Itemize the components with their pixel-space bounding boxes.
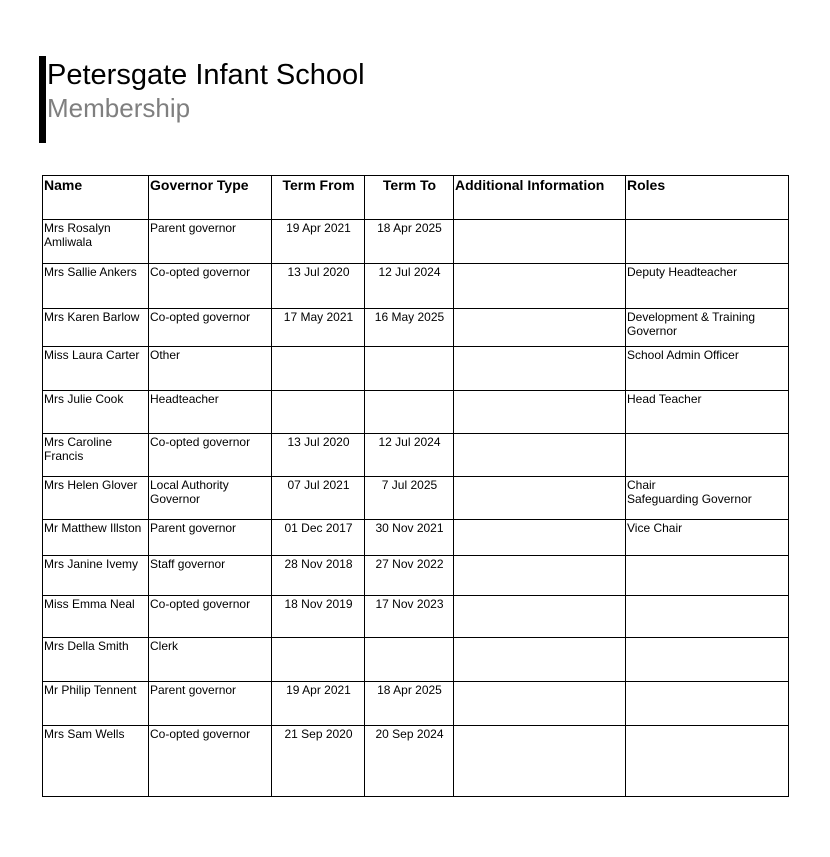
column-header-roles: Roles bbox=[626, 176, 789, 220]
column-header-name: Name bbox=[43, 176, 149, 220]
cell-additional-information bbox=[454, 309, 626, 347]
role-text: School Admin Officer bbox=[627, 348, 739, 362]
role-text: Vice Chair bbox=[627, 521, 683, 535]
cell-term-to bbox=[365, 391, 454, 434]
cell-term-from: 13 Jul 2020 bbox=[272, 434, 365, 477]
cell-term-from bbox=[272, 391, 365, 434]
role-text: Development & Training Governor bbox=[627, 310, 756, 338]
cell-term-from: 21 Sep 2020 bbox=[272, 726, 365, 797]
cell-term-from bbox=[272, 638, 365, 682]
cell-governor-type: Local Authority Governor bbox=[149, 477, 272, 520]
cell-name: Mrs Della Smith bbox=[43, 638, 149, 682]
table-row bbox=[43, 264, 789, 309]
cell-term-from: 07 Jul 2021 bbox=[272, 477, 365, 520]
table-row bbox=[43, 556, 789, 596]
cell-additional-information bbox=[454, 347, 626, 391]
cell-governor-type: Other bbox=[149, 347, 272, 391]
table-row bbox=[43, 220, 789, 264]
page-title: Petersgate Infant School bbox=[47, 59, 365, 91]
column-header-term-to: Term To bbox=[365, 176, 454, 220]
cell-additional-information bbox=[454, 264, 626, 309]
cell-governor-type: Parent governor bbox=[149, 520, 272, 556]
cell-additional-information bbox=[454, 596, 626, 638]
cell-additional-information bbox=[454, 220, 626, 264]
cell-name: Mrs Janine Ivemy bbox=[43, 556, 149, 596]
cell-governor-type: Clerk bbox=[149, 638, 272, 682]
cell-governor-type: Co-opted governor bbox=[149, 264, 272, 309]
cell-term-to: 12 Jul 2024 bbox=[365, 434, 454, 477]
cell-term-from: 18 Nov 2019 bbox=[272, 596, 365, 638]
cell-term-from: 28 Nov 2018 bbox=[272, 556, 365, 596]
cell-name: Mr Philip Tennent bbox=[43, 682, 149, 726]
cell-name: Mrs Sam Wells bbox=[43, 726, 149, 797]
column-header-term-from: Term From bbox=[272, 176, 365, 220]
cell-term-from: 19 Apr 2021 bbox=[272, 220, 365, 264]
cell-name: Mrs Karen Barlow bbox=[43, 309, 149, 347]
cell-term-to: 30 Nov 2021 bbox=[365, 520, 454, 556]
cell-roles bbox=[626, 556, 789, 596]
cell-governor-type: Parent governor bbox=[149, 682, 272, 726]
cell-name: Mrs Rosalyn Amliwala bbox=[43, 220, 149, 264]
cell-additional-information bbox=[454, 434, 626, 477]
cell-name: Mrs Helen Glover bbox=[43, 477, 149, 520]
role-text: Deputy Headteacher bbox=[627, 265, 738, 279]
cell-roles bbox=[626, 264, 789, 309]
cell-name: Mrs Caroline Francis bbox=[43, 434, 149, 477]
cell-term-to: 18 Apr 2025 bbox=[365, 682, 454, 726]
cell-roles bbox=[626, 638, 789, 682]
cell-roles bbox=[626, 309, 789, 347]
cell-term-from: 13 Jul 2020 bbox=[272, 264, 365, 309]
cell-roles bbox=[626, 220, 789, 264]
table-row bbox=[43, 309, 789, 347]
cell-additional-information bbox=[454, 682, 626, 726]
cell-term-to: 12 Jul 2024 bbox=[365, 264, 454, 309]
table-header-row bbox=[43, 176, 789, 220]
table-row bbox=[43, 520, 789, 556]
cell-roles bbox=[626, 477, 789, 520]
column-header-additional-information: Additional Information bbox=[454, 176, 626, 220]
cell-roles bbox=[626, 596, 789, 638]
cell-additional-information bbox=[454, 638, 626, 682]
table-row bbox=[43, 726, 789, 797]
role-text: Safeguarding Governor bbox=[627, 492, 752, 506]
cell-governor-type: Co-opted governor bbox=[149, 309, 272, 347]
cell-term-to bbox=[365, 638, 454, 682]
table-row bbox=[43, 682, 789, 726]
cell-additional-information bbox=[454, 726, 626, 797]
cell-term-from bbox=[272, 347, 365, 391]
cell-name: Miss Laura Carter bbox=[43, 347, 149, 391]
cell-governor-type: Co-opted governor bbox=[149, 434, 272, 477]
table-row bbox=[43, 391, 789, 434]
cell-term-to: 7 Jul 2025 bbox=[365, 477, 454, 520]
column-header-governor-type: Governor Type bbox=[149, 176, 272, 220]
membership-table bbox=[42, 175, 789, 797]
cell-name: Miss Emma Neal bbox=[43, 596, 149, 638]
cell-governor-type: Parent governor bbox=[149, 220, 272, 264]
cell-roles bbox=[626, 682, 789, 726]
title-accent-bar bbox=[39, 56, 46, 143]
table-row bbox=[43, 434, 789, 477]
cell-term-from: 17 May 2021 bbox=[272, 309, 365, 347]
cell-governor-type: Co-opted governor bbox=[149, 596, 272, 638]
cell-term-to: 20 Sep 2024 bbox=[365, 726, 454, 797]
cell-governor-type: Co-opted governor bbox=[149, 726, 272, 797]
cell-term-to: 16 May 2025 bbox=[365, 309, 454, 347]
cell-roles bbox=[626, 391, 789, 434]
cell-term-to bbox=[365, 347, 454, 391]
cell-name: Mrs Julie Cook bbox=[43, 391, 149, 434]
table-body bbox=[43, 220, 789, 797]
cell-governor-type: Staff governor bbox=[149, 556, 272, 596]
cell-term-to: 18 Apr 2025 bbox=[365, 220, 454, 264]
cell-term-from: 19 Apr 2021 bbox=[272, 682, 365, 726]
cell-additional-information bbox=[454, 556, 626, 596]
cell-name: Mr Matthew Illston bbox=[43, 520, 149, 556]
cell-additional-information bbox=[454, 391, 626, 434]
table-row bbox=[43, 596, 789, 638]
page-subtitle: Membership bbox=[47, 93, 191, 123]
table-row bbox=[43, 347, 789, 391]
role-text: Chair bbox=[627, 478, 656, 492]
cell-roles bbox=[626, 347, 789, 391]
cell-name: Mrs Sallie Ankers bbox=[43, 264, 149, 309]
role-text: Head Teacher bbox=[627, 392, 702, 406]
cell-roles bbox=[626, 520, 789, 556]
cell-additional-information bbox=[454, 520, 626, 556]
cell-additional-information bbox=[454, 477, 626, 520]
table-row bbox=[43, 477, 789, 520]
cell-governor-type: Headteacher bbox=[149, 391, 272, 434]
cell-roles bbox=[626, 434, 789, 477]
cell-term-to: 27 Nov 2022 bbox=[365, 556, 454, 596]
cell-roles bbox=[626, 726, 789, 797]
cell-term-to: 17 Nov 2023 bbox=[365, 596, 454, 638]
table-row bbox=[43, 638, 789, 682]
cell-term-from: 01 Dec 2017 bbox=[272, 520, 365, 556]
